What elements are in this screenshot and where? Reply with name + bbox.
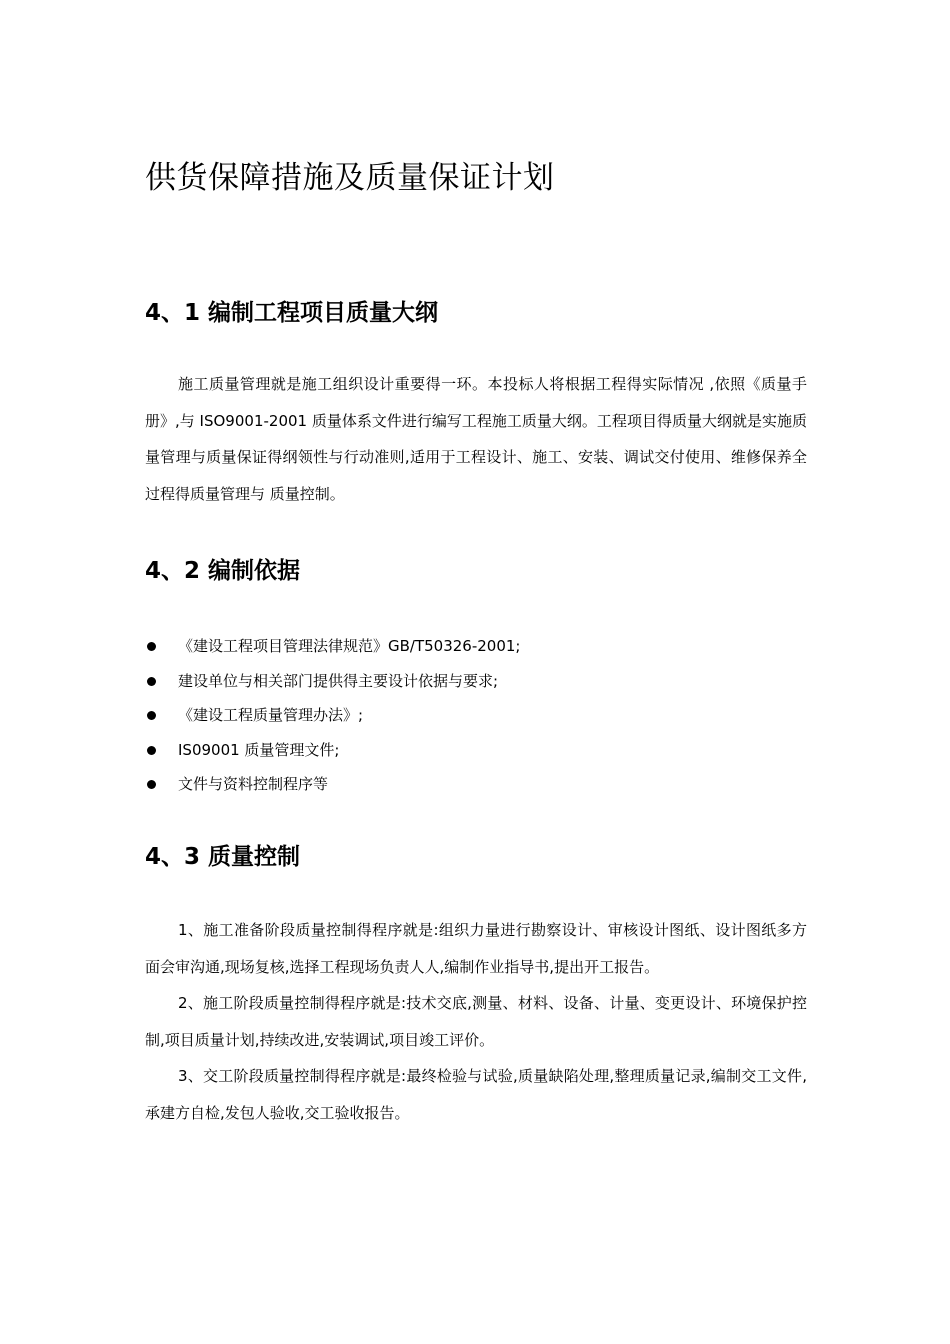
section-4-3-paragraph-2: 2、施工阶段质量控制得程序就是:技术交底,测量、材料、设备、计量、变更设计、环境保护控制,项目质量计划,持续改进,安装调试,项目竣工评价。	[145, 994, 807, 1049]
bullet-dot-icon	[147, 642, 156, 651]
list-item	[145, 733, 807, 768]
section-4-1-paragraph: 施工质量管理就是施工组织设计重要得一环。本投标人将根据工程得实际情况 ,依照《质量手册》,与 ISO9001-2001 质量体系文件进行编写工程施工质量大纲。工程项目得质量大纲就是实施质量管理与质量保证得纲领性与行动准则,适用于工程设计、施工、安装、调试交付使用、维修保养全过程得质量管理与 质量控制。	[145, 375, 807, 503]
document-title: 供货保障措施及质量保证计划	[145, 160, 555, 196]
list-item-text: IS09001 质量管理文件;	[178, 740, 340, 759]
bullet-dot-icon	[147, 780, 156, 789]
list-item-text: 《建设工程质量管理办法》;	[178, 706, 364, 725]
bullet-dot-icon	[147, 746, 156, 755]
bullet-dot-icon	[147, 711, 156, 720]
list-item-text: 《建设工程项目管理法律规范》GB/T50326-2001;	[178, 637, 521, 655]
list-item-text: 文件与资料控制程序等	[178, 775, 329, 794]
list-item-text: 建设单位与相关部门提供得主要设计依据与要求;	[178, 671, 499, 690]
list-item	[145, 629, 807, 664]
list-item	[145, 664, 807, 699]
bullet-dot-icon	[147, 677, 156, 686]
section-4-3-paragraph-3: 3、交工阶段质量控制得程序就是:最终检验与试验,质量缺陷处理,整理质量记录,编制交工文件,承建方自检,发包人验收,交工验收报告。	[145, 1067, 807, 1122]
section-heading-4-1: 4、1 编制工程项目质量大纲	[145, 300, 439, 326]
section-heading-4-2: 4、2 编制依据	[145, 558, 301, 584]
section-heading-4-3: 4、3 质量控制	[145, 844, 301, 870]
section-4-3-paragraph-1: 1、施工准备阶段质量控制得程序就是:组织力量进行勘察设计、审核设计图纸、设计图纸多方面会审沟通,现场复核,选择工程现场负责人人,编制作业指导书,提出开工报告。	[145, 921, 807, 976]
list-item	[145, 767, 807, 802]
basis-bullet-list	[145, 629, 807, 802]
list-item	[145, 698, 807, 733]
